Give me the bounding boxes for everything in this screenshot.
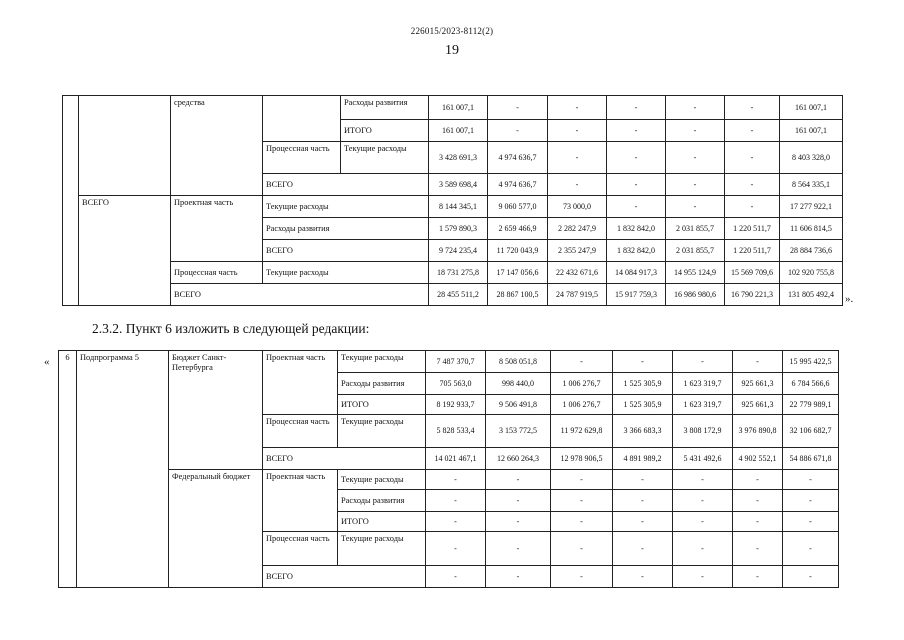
value-cell: 7 487 370,7: [426, 351, 486, 373]
value-cell: 12 660 264,3: [486, 448, 551, 470]
subprogram-5-table: [58, 350, 839, 588]
value-cell: 3 808 172,9: [673, 415, 733, 448]
expense-type-cell: Расходы развития: [338, 490, 426, 512]
value-cell: -: [613, 512, 673, 532]
part-type-cell: Процессная часть: [263, 532, 338, 566]
value-cell: -: [486, 490, 551, 512]
value-cell: 2 031 855,7: [666, 218, 725, 240]
value-cell: 28 867 100,5: [488, 284, 548, 306]
value-cell: 5 431 492,6: [673, 448, 733, 470]
expense-type-cell: Текущие расходы: [263, 262, 429, 284]
value-cell: -: [607, 120, 666, 142]
value-cell: -: [426, 532, 486, 566]
value-cell: 2 282 247,9: [548, 218, 607, 240]
value-cell: -: [551, 470, 613, 490]
value-cell: -: [548, 96, 607, 120]
subtotal-label: ВСЕГО: [263, 566, 426, 588]
value-cell: 4 902 552,1: [733, 448, 783, 470]
value-cell: 9 506 491,8: [486, 395, 551, 415]
value-cell: 2 031 855,7: [666, 240, 725, 262]
closing-quote: ».: [845, 293, 854, 305]
total-cell: 22 779 989,1: [783, 395, 839, 415]
value-cell: -: [548, 142, 607, 174]
value-cell: 925 661,3: [733, 395, 783, 415]
value-cell: -: [426, 490, 486, 512]
value-cell: 16 986 980,6: [666, 284, 725, 306]
value-cell: -: [733, 490, 783, 512]
value-cell: -: [551, 512, 613, 532]
part-type-cell: Проектная часть: [263, 470, 338, 532]
value-cell: 1 832 842,0: [607, 218, 666, 240]
document-number: 226015/2023-8112(2): [410, 26, 494, 36]
value-cell: 2 659 466,9: [488, 218, 548, 240]
value-cell: -: [486, 566, 551, 588]
value-cell: 9 060 577,0: [488, 196, 548, 218]
value-cell: -: [551, 532, 613, 566]
value-cell: -: [486, 532, 551, 566]
row-number: 6: [59, 351, 77, 588]
value-cell: -: [486, 512, 551, 532]
value-cell: 1 006 276,7: [551, 395, 613, 415]
expense-type-cell: Текущие расходы: [338, 351, 426, 373]
total-cell: -: [783, 532, 839, 566]
table-row: [63, 196, 843, 218]
part-type-cell: Процессная часть: [263, 415, 338, 448]
value-cell: -: [673, 470, 733, 490]
value-cell: -: [488, 120, 548, 142]
value-cell: -: [666, 120, 725, 142]
section-heading: 2.3.2. Пункт 6 изложить в следующей редакции:: [92, 321, 370, 336]
total-cell: -: [783, 512, 839, 532]
value-cell: 14 955 124,9: [666, 262, 725, 284]
value-cell: 8 144 345,1: [429, 196, 488, 218]
table-row: [63, 284, 843, 306]
expense-type-cell: ИТОГО: [341, 120, 429, 142]
value-cell: -: [733, 532, 783, 566]
total-cell: 8 564 335,1: [780, 174, 843, 196]
grand-total-label: ВСЕГО: [171, 284, 429, 306]
value-cell: 73 000,0: [548, 196, 607, 218]
value-cell: -: [725, 142, 780, 174]
value-cell: 3 589 698,4: [429, 174, 488, 196]
value-cell: 925 661,3: [733, 373, 783, 395]
value-cell: 8 508 051,8: [486, 351, 551, 373]
value-cell: 1 623 319,7: [673, 373, 733, 395]
part-type-cell: Процессная часть: [263, 142, 341, 174]
empty-cell: [79, 96, 171, 196]
value-cell: 1 220 511,7: [725, 240, 780, 262]
value-cell: 4 974 636,7: [488, 174, 548, 196]
total-cell: 15 995 422,5: [783, 351, 839, 373]
total-cell: -: [783, 566, 839, 588]
empty-cell: [63, 96, 79, 306]
total-cell: 8 403 328,0: [780, 142, 843, 174]
funding-source-cell: Федеральный бюджет: [169, 470, 263, 588]
value-cell: 1 579 890,3: [429, 218, 488, 240]
value-cell: -: [666, 196, 725, 218]
total-cell: 54 886 671,8: [783, 448, 839, 470]
value-cell: -: [733, 470, 783, 490]
expense-type-cell: Текущие расходы: [338, 470, 426, 490]
value-cell: 705 563,0: [426, 373, 486, 395]
value-cell: -: [666, 96, 725, 120]
value-cell: -: [607, 142, 666, 174]
empty-cell: [263, 96, 341, 142]
subtotal-label: ВСЕГО: [263, 448, 426, 470]
value-cell: -: [613, 532, 673, 566]
expense-type-cell: Текущие расходы: [341, 142, 429, 174]
total-cell: -: [783, 470, 839, 490]
value-cell: -: [673, 566, 733, 588]
value-cell: 5 828 533,4: [426, 415, 486, 448]
total-cell: 17 277 922,1: [780, 196, 843, 218]
value-cell: 4 891 989,2: [613, 448, 673, 470]
value-cell: 15 917 759,3: [607, 284, 666, 306]
total-cell: 6 784 566,6: [783, 373, 839, 395]
part-type-cell: Процессная часть: [171, 262, 263, 284]
total-cell: 161 007,1: [780, 96, 843, 120]
value-cell: 18 731 275,8: [429, 262, 488, 284]
value-cell: 3 153 772,5: [486, 415, 551, 448]
value-cell: 16 790 221,3: [725, 284, 780, 306]
total-cell: -: [783, 490, 839, 512]
expense-type-cell: Расходы развития: [341, 96, 429, 120]
value-cell: -: [426, 566, 486, 588]
value-cell: -: [725, 120, 780, 142]
expense-type-cell: Текущие расходы: [263, 196, 429, 218]
value-cell: 12 978 906,5: [551, 448, 613, 470]
value-cell: -: [613, 470, 673, 490]
value-cell: -: [613, 351, 673, 373]
part-type-cell: Проектная часть: [263, 351, 338, 415]
value-cell: -: [673, 532, 733, 566]
value-cell: -: [673, 490, 733, 512]
value-cell: 3 976 890,8: [733, 415, 783, 448]
grand-total-label: ВСЕГО: [79, 196, 171, 306]
value-cell: -: [607, 196, 666, 218]
total-cell: 102 920 755,8: [780, 262, 843, 284]
total-cell: 11 606 814,5: [780, 218, 843, 240]
value-cell: -: [673, 351, 733, 373]
value-cell: 17 147 056,6: [488, 262, 548, 284]
value-cell: 1 623 319,7: [673, 395, 733, 415]
value-cell: 24 787 919,5: [548, 284, 607, 306]
subtotal-label: ВСЕГО: [263, 240, 429, 262]
total-cell: 32 106 682,7: [783, 415, 839, 448]
funding-source-cell: Бюджет Санкт-Петербурга: [169, 351, 263, 470]
value-cell: -: [733, 566, 783, 588]
value-cell: 998 440,0: [486, 373, 551, 395]
value-cell: -: [733, 351, 783, 373]
subtotal-label: ВСЕГО: [263, 174, 429, 196]
value-cell: 161 007,1: [429, 120, 488, 142]
value-cell: 1 220 511,7: [725, 218, 780, 240]
value-cell: 14 084 917,3: [607, 262, 666, 284]
table-row: [59, 351, 839, 373]
total-cell: 28 884 736,6: [780, 240, 843, 262]
value-cell: -: [551, 566, 613, 588]
value-cell: -: [673, 512, 733, 532]
table-row: [63, 96, 843, 120]
value-cell: 8 192 933,7: [426, 395, 486, 415]
value-cell: -: [486, 470, 551, 490]
table-row: [59, 470, 839, 490]
value-cell: -: [551, 351, 613, 373]
value-cell: 1 832 842,0: [607, 240, 666, 262]
value-cell: -: [548, 120, 607, 142]
value-cell: -: [666, 142, 725, 174]
value-cell: 3 428 691,3: [429, 142, 488, 174]
value-cell: -: [426, 470, 486, 490]
expense-type-cell: Расходы развития: [338, 373, 426, 395]
value-cell: 1 525 305,9: [613, 395, 673, 415]
value-cell: -: [725, 196, 780, 218]
part-type-cell: Проектная часть: [171, 196, 263, 262]
value-cell: -: [607, 174, 666, 196]
value-cell: 14 021 467,1: [426, 448, 486, 470]
value-cell: -: [666, 174, 725, 196]
expense-type-cell: ИТОГО: [338, 512, 426, 532]
value-cell: -: [426, 512, 486, 532]
value-cell: 22 432 671,6: [548, 262, 607, 284]
funding-source-cell: средства: [171, 96, 263, 196]
total-cell: 161 007,1: [780, 120, 843, 142]
total-cell: 131 805 492,4: [780, 284, 843, 306]
value-cell: 4 974 636,7: [488, 142, 548, 174]
value-cell: -: [725, 174, 780, 196]
value-cell: 161 007,1: [429, 96, 488, 120]
value-cell: 2 355 247,9: [548, 240, 607, 262]
expense-type-cell: Текущие расходы: [338, 532, 426, 566]
value-cell: -: [613, 490, 673, 512]
value-cell: -: [551, 490, 613, 512]
value-cell: 3 366 683,3: [613, 415, 673, 448]
expense-type-cell: Расходы развития: [263, 218, 429, 240]
expense-type-cell: ИТОГО: [338, 395, 426, 415]
subprogram-name: Подпрограмма 5: [77, 351, 169, 588]
value-cell: 11 972 629,8: [551, 415, 613, 448]
budget-table-continuation: [62, 95, 843, 306]
opening-quote: «: [44, 356, 50, 368]
value-cell: 11 720 043,9: [488, 240, 548, 262]
value-cell: 1 006 276,7: [551, 373, 613, 395]
value-cell: 28 455 511,2: [429, 284, 488, 306]
page-number: 19: [445, 43, 459, 58]
table-row: [63, 262, 843, 284]
value-cell: -: [548, 174, 607, 196]
value-cell: 15 569 709,6: [725, 262, 780, 284]
value-cell: 9 724 235,4: [429, 240, 488, 262]
value-cell: -: [725, 96, 780, 120]
expense-type-cell: Текущие расходы: [338, 415, 426, 448]
value-cell: 1 525 305,9: [613, 373, 673, 395]
value-cell: -: [488, 96, 548, 120]
value-cell: -: [607, 96, 666, 120]
value-cell: -: [613, 566, 673, 588]
value-cell: -: [733, 512, 783, 532]
